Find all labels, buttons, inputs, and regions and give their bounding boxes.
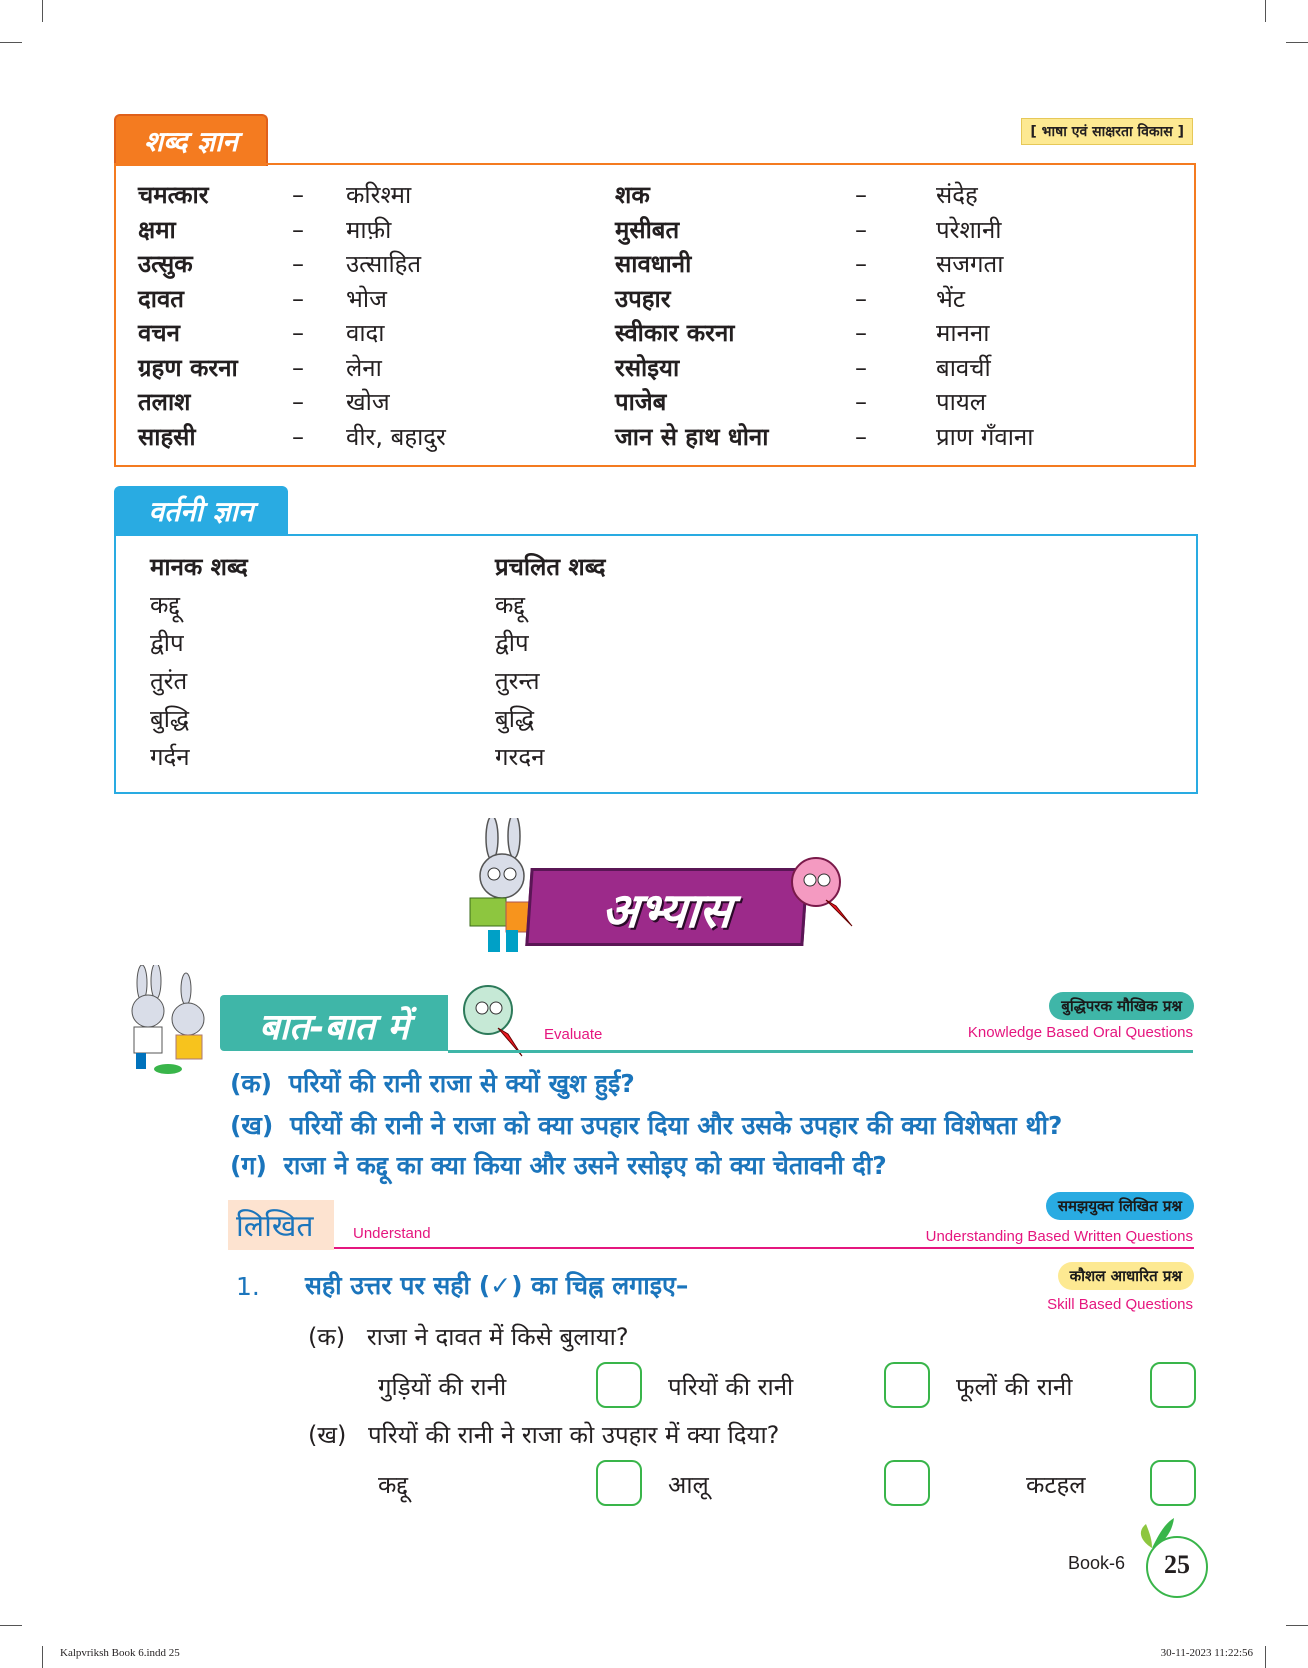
subquestion-text: परियों की रानी ने राजा को उपहार में क्या दिया? bbox=[368, 1421, 780, 1449]
option-label: कद्दू bbox=[378, 1471, 409, 1499]
question-text: परियों की रानी राजा से क्यों खुश हुई? bbox=[288, 1069, 635, 1098]
vocab-word: स्वीकार करना bbox=[615, 319, 735, 347]
vocab-meaning: पायल bbox=[936, 388, 987, 416]
subquestion-label: (ख) bbox=[308, 1421, 347, 1449]
q1-number: 1. bbox=[236, 1272, 260, 1301]
vocab-meaning: सजगता bbox=[936, 250, 1004, 278]
option-label: आलू bbox=[668, 1471, 709, 1499]
question-text: परियों की रानी ने राजा को क्या उपहार दिया और उसके उपहार की क्या विशेषता थी? bbox=[290, 1111, 1063, 1140]
vartani-gyan-box bbox=[114, 534, 1198, 794]
likhit-title: लिखित bbox=[236, 1209, 314, 1244]
answer-checkbox[interactable] bbox=[884, 1362, 930, 1408]
vocab-dash: – bbox=[855, 181, 867, 209]
option-label: गुड़ियों की रानी bbox=[378, 1373, 507, 1401]
prachalit-word: तुरन्त bbox=[495, 667, 540, 695]
baat-baat-title: बात-बात में bbox=[259, 1007, 409, 1048]
vocab-dash: – bbox=[292, 388, 304, 416]
oral-questions-english: Knowledge Based Oral Questions bbox=[967, 1024, 1193, 1041]
vocab-meaning: वादा bbox=[346, 319, 385, 347]
footer-date: 30-11-2023 11:22:56 bbox=[1160, 1647, 1253, 1659]
skill-questions-pill: कौशल आधारित प्रश्न bbox=[1058, 1262, 1194, 1290]
literacy-tag: [ भाषा एवं साक्षरता विकास ] bbox=[1021, 118, 1193, 145]
vocab-meaning: बावर्ची bbox=[936, 353, 991, 382]
vocab-word: ग्रहण करना bbox=[138, 353, 238, 382]
question-label: (ग) bbox=[230, 1151, 267, 1180]
option-label: फूलों की रानी bbox=[956, 1373, 1073, 1401]
manak-word: तुरंत bbox=[150, 667, 188, 695]
prachalit-word: कद्दू bbox=[495, 591, 526, 619]
question-label: (क) bbox=[230, 1069, 273, 1098]
crop-mark bbox=[1265, 1646, 1266, 1668]
vocab-word: शक bbox=[615, 181, 650, 209]
understand-label: Understand bbox=[353, 1225, 431, 1242]
pencil-mascot-icon bbox=[786, 852, 858, 930]
vocab-meaning: माफ़ी bbox=[346, 215, 392, 244]
prachalit-header: प्रचलित शब्द bbox=[495, 553, 606, 581]
answer-checkbox[interactable] bbox=[596, 1460, 642, 1506]
vocab-word: दावत bbox=[138, 284, 184, 313]
vocab-word: वचन bbox=[138, 319, 180, 347]
subquestion-text: राजा ने दावत में किसे बुलाया? bbox=[366, 1323, 629, 1351]
vocab-right-words bbox=[615, 178, 768, 454]
crop-mark bbox=[42, 0, 43, 22]
crop-mark bbox=[0, 42, 22, 43]
prachalit-word: गरदन bbox=[495, 743, 545, 771]
vocab-dash: – bbox=[292, 422, 304, 451]
subquestion-ka bbox=[308, 1320, 629, 1353]
crop-mark bbox=[1286, 1625, 1308, 1626]
oral-question-ga bbox=[230, 1148, 887, 1182]
manak-word: कद्दू bbox=[150, 591, 181, 619]
vocab-dash: – bbox=[855, 319, 867, 347]
vocab-word: सावधानी bbox=[615, 250, 692, 278]
vocab-dash: – bbox=[292, 250, 304, 278]
likhit-banner bbox=[228, 1200, 334, 1250]
vocab-meaning: करिश्मा bbox=[346, 181, 412, 209]
manak-word: द्वीप bbox=[150, 629, 184, 657]
vocab-word: तलाश bbox=[138, 388, 191, 416]
crop-mark bbox=[42, 1646, 43, 1668]
option-label: परियों की रानी bbox=[668, 1373, 794, 1401]
vocab-meaning: भोज bbox=[346, 284, 387, 313]
teal-divider bbox=[448, 1050, 1193, 1053]
vocab-left-meanings bbox=[346, 178, 446, 454]
manak-word: गर्दन bbox=[150, 743, 190, 771]
evaluate-label: Evaluate bbox=[544, 1026, 603, 1043]
vocab-dash: – bbox=[855, 250, 867, 278]
vocab-meaning: संदेह bbox=[936, 181, 978, 209]
vocab-meaning: उत्साहित bbox=[346, 250, 422, 278]
pink-divider bbox=[334, 1247, 1194, 1249]
prachalit-column bbox=[495, 550, 605, 778]
skill-questions-english: Skill Based Questions bbox=[1047, 1296, 1193, 1313]
bulb-mascot-icon bbox=[458, 980, 528, 1060]
vocab-word: क्षमा bbox=[138, 215, 176, 244]
abhyas-banner bbox=[525, 868, 808, 946]
page-number: 25 bbox=[1164, 1550, 1190, 1579]
vocab-meaning: वीर, बहादुर bbox=[346, 422, 446, 451]
vocab-dash: – bbox=[292, 319, 304, 347]
manak-column bbox=[150, 550, 248, 778]
vocab-left-words bbox=[138, 178, 238, 454]
vocab-dash: – bbox=[292, 181, 304, 209]
answer-checkbox[interactable] bbox=[884, 1460, 930, 1506]
vocab-meaning: लेना bbox=[346, 353, 382, 382]
prachalit-word: बुद्धि bbox=[495, 705, 535, 733]
vocab-dash: – bbox=[292, 353, 304, 382]
q1-instruction: सही उत्तर पर सही (✓) का चिह्न लगाइए– bbox=[305, 1271, 689, 1300]
footer-file: Kalpvriksh Book 6.indd 25 bbox=[60, 1647, 180, 1659]
crop-mark bbox=[1265, 0, 1266, 22]
vocab-meaning: परेशानी bbox=[936, 215, 1002, 244]
vocab-word: साहसी bbox=[138, 422, 196, 451]
vocab-dash: – bbox=[855, 422, 867, 451]
vocab-dash: – bbox=[855, 388, 867, 416]
answer-checkbox[interactable] bbox=[1150, 1362, 1196, 1408]
vocab-word: मुसीबत bbox=[615, 215, 680, 244]
vocab-dash: – bbox=[292, 215, 304, 244]
vocab-dash: – bbox=[855, 215, 867, 244]
shabd-gyan-title: शब्द ज्ञान bbox=[144, 125, 238, 158]
crop-mark bbox=[1286, 42, 1308, 43]
rabbits-illustration bbox=[112, 965, 222, 1075]
vocab-meaning: खोज bbox=[346, 388, 390, 416]
vocab-meaning: भेंट bbox=[936, 284, 965, 313]
vocab-right-dashes bbox=[855, 178, 867, 454]
answer-checkbox[interactable] bbox=[1150, 1460, 1196, 1506]
shabd-gyan-tab bbox=[114, 114, 268, 166]
prachalit-word: द्वीप bbox=[495, 629, 529, 657]
manak-header: मानक शब्द bbox=[150, 553, 248, 581]
vocab-word: पाजेब bbox=[615, 388, 667, 416]
subquestion-kha bbox=[308, 1418, 779, 1451]
vocab-word: उत्सुक bbox=[138, 250, 193, 278]
vocab-left-dashes bbox=[292, 178, 304, 454]
oral-question-kha bbox=[230, 1108, 1062, 1142]
abhyas-title: अभ्यास bbox=[600, 883, 734, 939]
vocab-word: चमत्कार bbox=[138, 181, 209, 209]
vartani-gyan-tab bbox=[114, 486, 288, 534]
question-label: (ख) bbox=[230, 1111, 274, 1140]
vocab-word: जान से हाथ धोना bbox=[615, 422, 769, 451]
option-label: कटहल bbox=[1026, 1471, 1086, 1499]
vocab-dash: – bbox=[855, 284, 867, 313]
crop-mark bbox=[0, 1625, 22, 1626]
vocab-meaning: मानना bbox=[936, 319, 990, 347]
written-questions-english: Understanding Based Written Questions bbox=[925, 1228, 1193, 1245]
vocab-right-meanings bbox=[936, 178, 1033, 454]
answer-checkbox[interactable] bbox=[596, 1362, 642, 1408]
vocab-dash: – bbox=[292, 284, 304, 313]
oral-question-ka bbox=[230, 1066, 635, 1100]
vartani-gyan-title: वर्तनी ज्ञान bbox=[148, 495, 254, 528]
book-label: Book-6 bbox=[1068, 1553, 1126, 1573]
manak-word: बुद्धि bbox=[150, 705, 190, 733]
vocab-word: उपहार bbox=[615, 284, 671, 313]
question-text: राजा ने कद्दू का क्या किया और उसने रसोइए को क्या चेतावनी दी? bbox=[283, 1151, 887, 1180]
vocab-word: रसोइया bbox=[615, 353, 680, 382]
baat-baat-banner bbox=[220, 995, 448, 1051]
vocab-dash: – bbox=[855, 353, 867, 382]
subquestion-label: (क) bbox=[308, 1323, 346, 1351]
written-questions-pill: समझयुक्त लिखित प्रश्न bbox=[1046, 1192, 1194, 1220]
vocab-meaning: प्राण गँवाना bbox=[936, 422, 1034, 451]
oral-questions-pill: बुद्धिपरक मौखिक प्रश्न bbox=[1049, 992, 1194, 1020]
